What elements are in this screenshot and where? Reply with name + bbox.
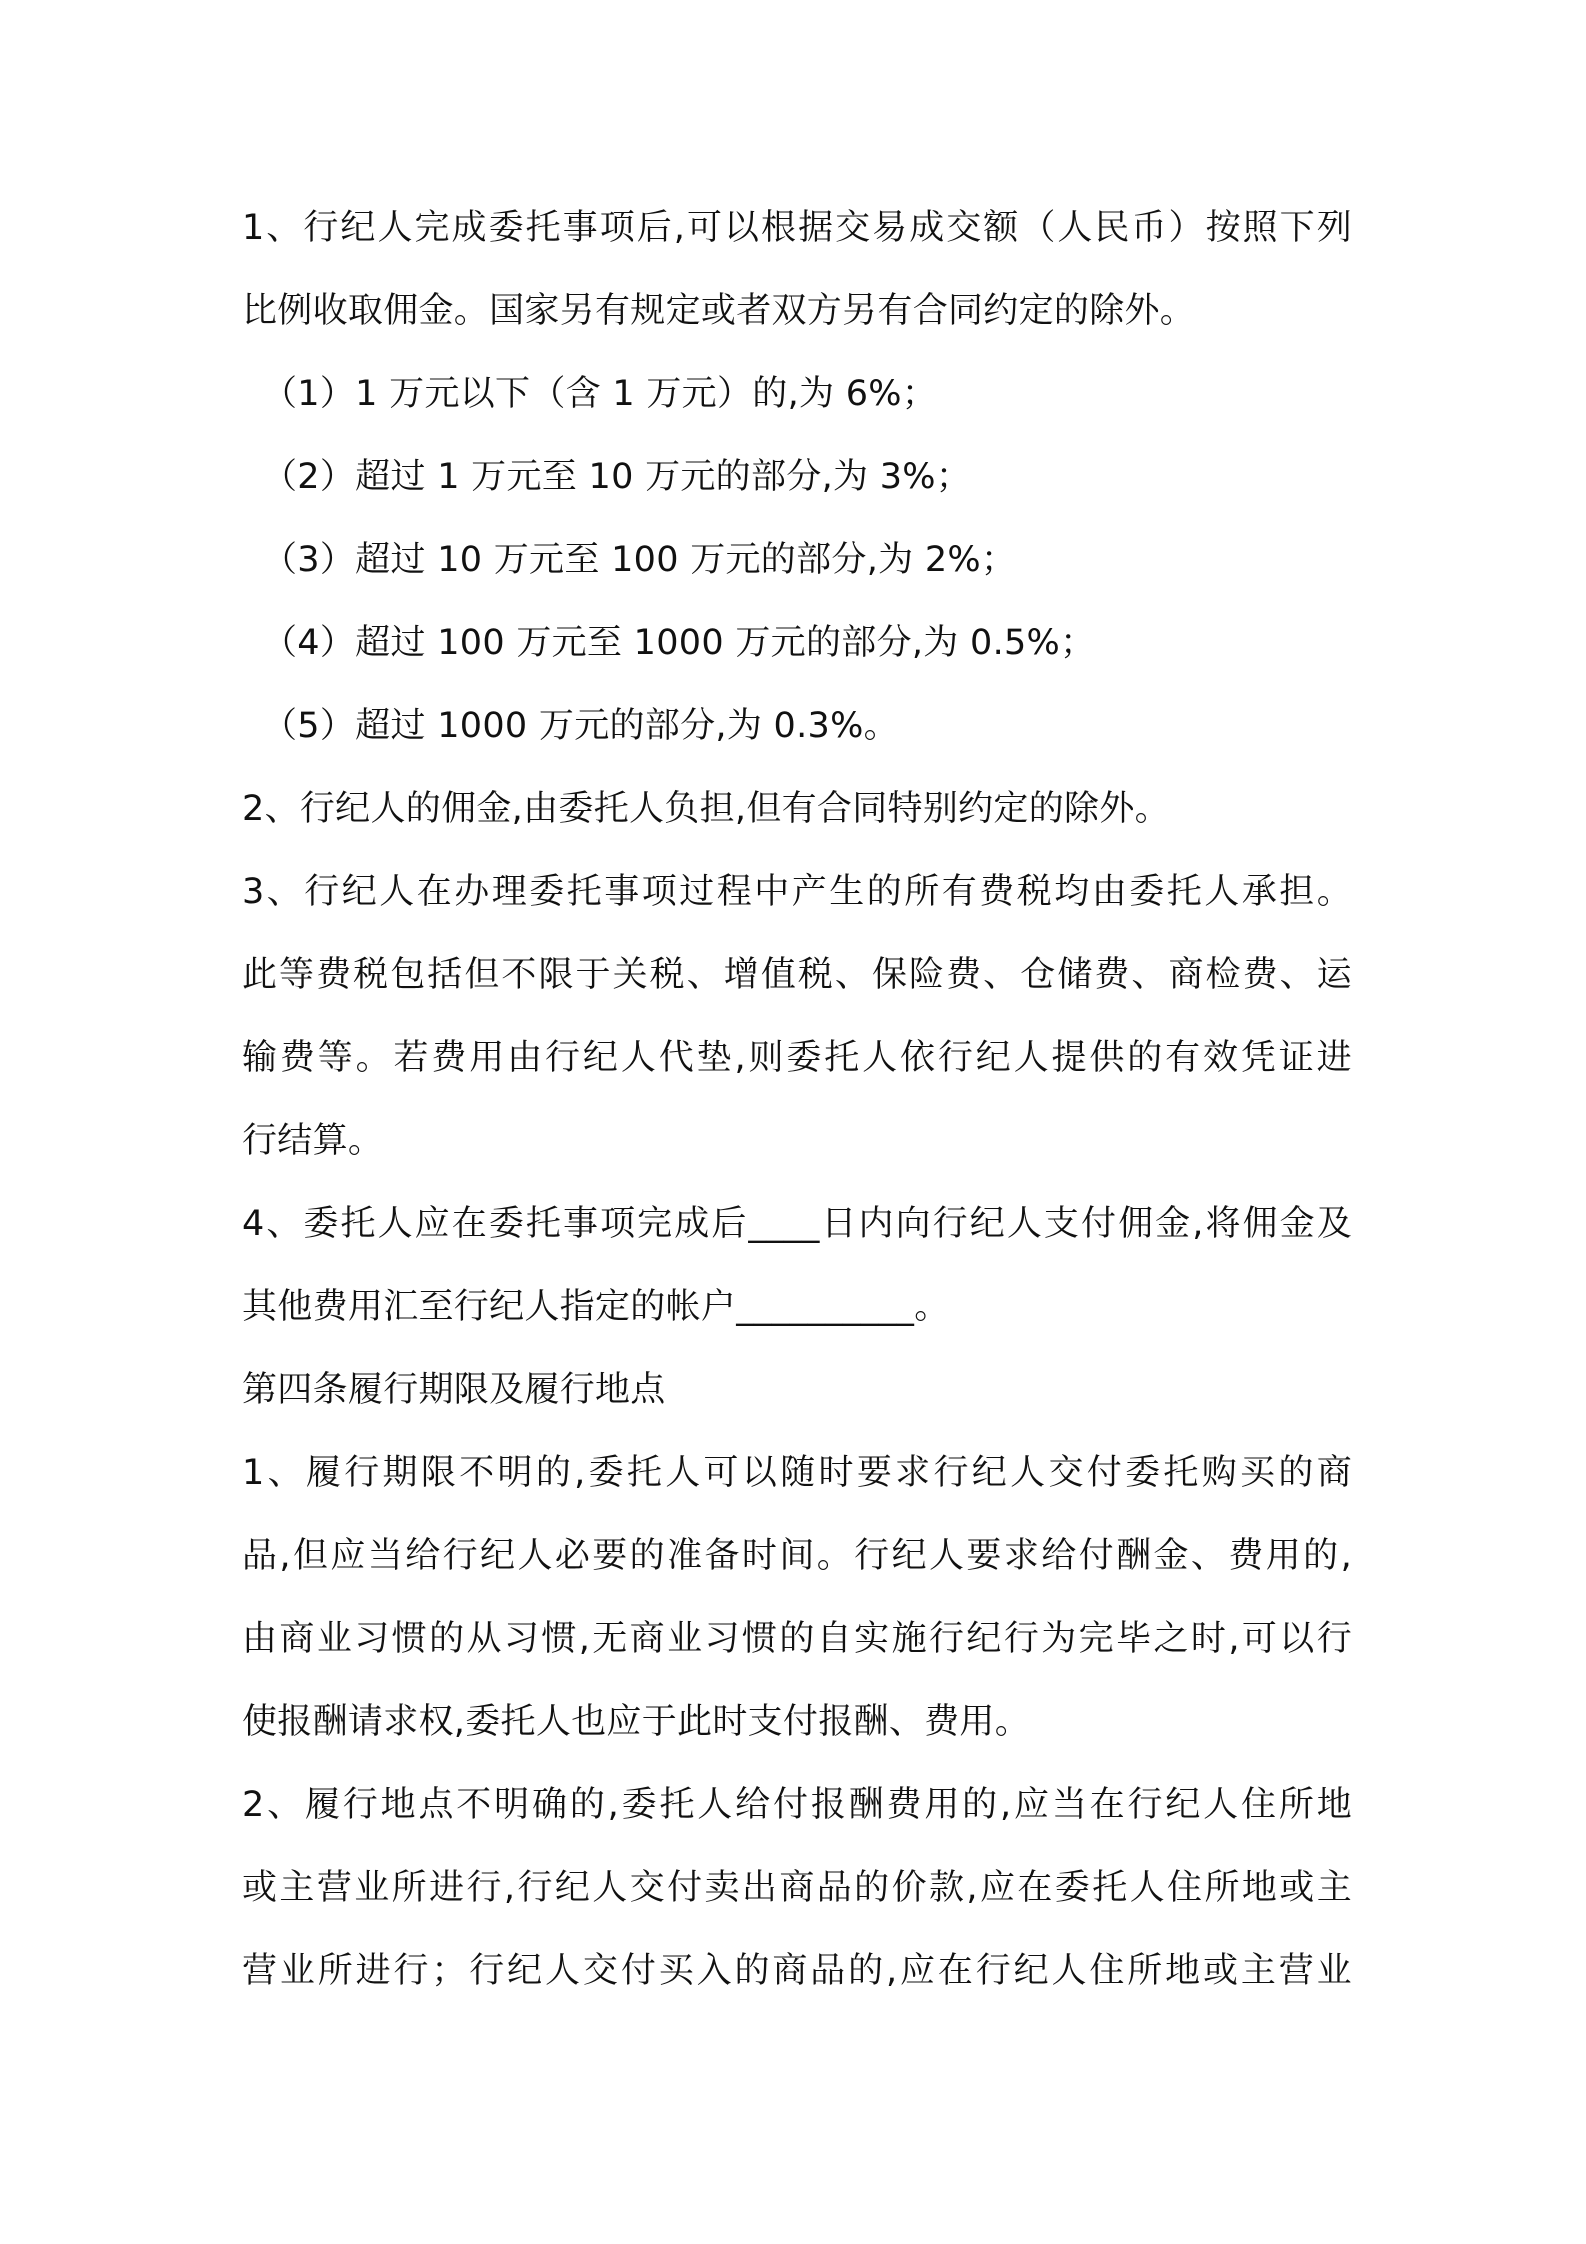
term-clause-2-line-3: 营业所进行；行纪人交付买入的商品的,应在行纪人住所地或主营业: [242, 1951, 1352, 1991]
rate-item-5: （5）超过 1000 万元的部分,为 0.3%。: [262, 706, 899, 746]
rate-item-2: （2）超过 1 万元至 10 万元的部分,为 3%；: [262, 457, 972, 497]
clause-1-line-1: 1、行纪人完成委托事项后,可以根据交易成交额（人民币）按照下列: [242, 208, 1352, 248]
clause-3-line-3: 输费等。若费用由行纪人代垫,则委托人依行纪人提供的有效凭证进: [242, 1038, 1352, 1078]
rate-item-1: （1）1 万元以下（含 1 万元）的,为 6%；: [262, 374, 938, 414]
section-heading: 第四条履行期限及履行地点: [242, 1370, 666, 1410]
term-clause-2-line-1: 2、履行地点不明确的,委托人给付报酬费用的,应当在行纪人住所地: [242, 1785, 1352, 1825]
rate-item-4: （4）超过 100 万元至 1000 万元的部分,为 0.5%；: [262, 623, 1096, 663]
clause-4-line-2: 其他费用汇至行纪人指定的帐户__________。: [242, 1287, 950, 1327]
rate-item-3: （3）超过 10 万元至 100 万元的部分,为 2%；: [262, 540, 1017, 580]
clause-3-line-2: 此等费税包括但不限于关税、增值税、保险费、仓储费、商检费、运: [242, 955, 1352, 995]
term-clause-1-line-3: 由商业习惯的从习惯,无商业习惯的自实施行纪行为完毕之时,可以行: [242, 1619, 1352, 1659]
clause-3-line-4: 行结算。: [242, 1121, 384, 1161]
term-clause-1-line-2: 品,但应当给行纪人必要的准备时间。行纪人要求给付酬金、费用的,: [242, 1536, 1352, 1576]
clause-1-line-2: 比例收取佣金。国家另有规定或者双方另有合同约定的除外。: [242, 291, 1196, 331]
clause-3-line-1: 3、行纪人在办理委托事项过程中产生的所有费税均由委托人承担。: [242, 872, 1352, 912]
clause-4-line-1: 4、委托人应在委托事项完成后____日内向行纪人支付佣金,将佣金及: [242, 1204, 1352, 1244]
term-clause-1-line-4: 使报酬请求权,委托人也应于此时支付报酬、费用。: [242, 1702, 1031, 1742]
term-clause-2-line-2: 或主营业所进行,行纪人交付卖出商品的价款,应在委托人住所地或主: [242, 1868, 1352, 1908]
clause-2-line: 2、行纪人的佣金,由委托人负担,但有合同特别约定的除外。: [242, 789, 1170, 829]
term-clause-1-line-1: 1、履行期限不明的,委托人可以随时要求行纪人交付委托购买的商: [242, 1453, 1352, 1493]
